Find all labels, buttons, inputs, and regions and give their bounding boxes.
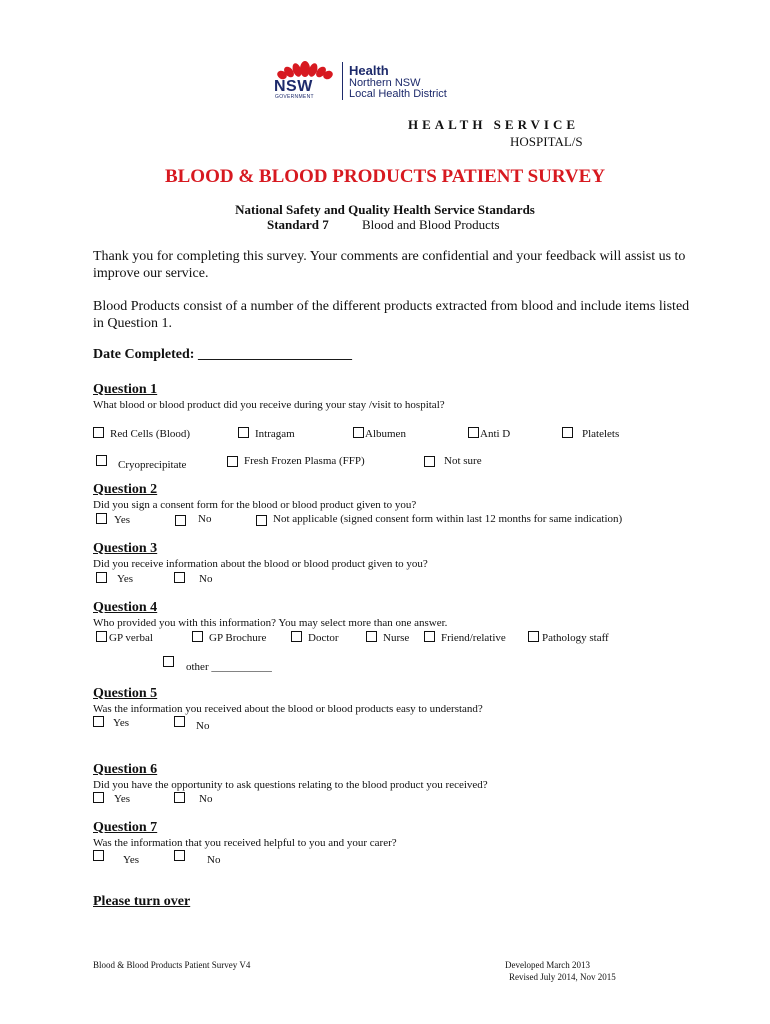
q1-option-ffp[interactable] xyxy=(227,455,365,467)
logo-divider xyxy=(342,62,343,100)
checkbox-icon[interactable] xyxy=(96,572,107,583)
standard-label: Standard 7 xyxy=(267,217,329,232)
option-label: Not applicable (signed consent form within last 12 months for same indication) xyxy=(273,513,623,525)
checkbox-icon[interactable] xyxy=(562,427,573,438)
footer-developed-date: Developed March 2013 xyxy=(505,960,590,970)
q1-option-intragam[interactable] xyxy=(238,427,295,440)
option-label: Platelets xyxy=(582,428,620,440)
question-1-title: Question 1 xyxy=(93,382,158,397)
q5-option-yes[interactable] xyxy=(93,716,129,729)
q6-option-yes[interactable] xyxy=(93,792,130,805)
checkbox-icon[interactable] xyxy=(468,427,479,438)
checkbox-icon[interactable] xyxy=(192,631,203,642)
option-label: No xyxy=(207,854,221,866)
checkbox-icon[interactable] xyxy=(93,792,104,803)
standard-name: Blood and Blood Products xyxy=(362,217,500,232)
checkbox-icon[interactable] xyxy=(174,572,185,583)
option-label: Anti D xyxy=(480,428,511,440)
option-label: Yes xyxy=(117,573,134,585)
question-5-text: Was the information you received about the blood or blood products easy to understand? xyxy=(93,703,483,715)
q4-option-pathology-staff[interactable] xyxy=(528,631,609,644)
hospital-heading: HOSPITAL/S xyxy=(510,134,583,149)
question-6-title: Question 6 xyxy=(93,762,158,777)
checkbox-icon[interactable] xyxy=(174,850,185,861)
option-label: No xyxy=(199,793,213,805)
intro-paragraph-2: Blood Products consist of a number of the different products extracted from blood and include items listed in Question 1. xyxy=(93,299,690,331)
option-label: Yes xyxy=(114,793,131,805)
q4-option-other[interactable] xyxy=(163,656,272,673)
option-label: Pathology staff xyxy=(542,632,609,644)
checkbox-icon[interactable] xyxy=(227,456,238,467)
logo-line-region: Northern NSW xyxy=(349,77,421,89)
option-label: No xyxy=(198,513,212,525)
checkbox-icon[interactable] xyxy=(96,513,107,524)
checkbox-icon[interactable] xyxy=(424,631,435,642)
q2-option-not-applicable[interactable] xyxy=(256,513,622,526)
q7-option-yes[interactable] xyxy=(93,850,139,866)
checkbox-icon[interactable] xyxy=(93,427,104,438)
question-2-title: Question 2 xyxy=(93,482,158,497)
checkbox-icon[interactable] xyxy=(353,427,364,438)
waratah-flower-icon xyxy=(272,60,338,80)
checkbox-icon[interactable] xyxy=(96,631,107,642)
footer-revised-date: Revised July 2014, Nov 2015 xyxy=(509,972,616,982)
q1-option-platelets[interactable] xyxy=(562,427,619,440)
q2-option-no[interactable] xyxy=(175,513,211,526)
question-2-text: Did you sign a consent form for the blood or blood product given to you? xyxy=(93,499,417,511)
logo-line-health: Health xyxy=(349,63,389,78)
question-7-text: Was the information that you received helpful to you and your carer? xyxy=(93,837,397,849)
option-label: Cryoprecipitate xyxy=(118,459,187,471)
option-label: Doctor xyxy=(308,632,339,644)
government-wordmark: GOVERNMENT xyxy=(275,94,314,100)
option-label: Not sure xyxy=(444,455,482,467)
q4-option-nurse[interactable] xyxy=(366,631,409,644)
question-4-title: Question 4 xyxy=(93,600,158,615)
footer-document-version: Blood & Blood Products Patient Survey V4 xyxy=(93,960,251,970)
q2-option-yes[interactable] xyxy=(96,513,130,526)
q4-option-friend-relative[interactable] xyxy=(424,631,506,644)
q1-option-red-cells[interactable] xyxy=(93,427,190,440)
q4-option-doctor[interactable] xyxy=(291,631,339,644)
option-label: Red Cells (Blood) xyxy=(110,428,191,440)
question-1-text: What blood or blood product did you receive during your stay /visit to hospital? xyxy=(93,399,445,411)
q1-option-cryoprecipitate[interactable] xyxy=(96,455,186,471)
option-label: Intragam xyxy=(255,428,295,440)
checkbox-icon[interactable] xyxy=(366,631,377,642)
q6-option-no[interactable] xyxy=(174,792,212,805)
nsw-government-logo xyxy=(272,60,338,102)
q4-option-gp-brochure[interactable] xyxy=(192,631,266,644)
option-label: Nurse xyxy=(383,632,410,644)
standards-heading: National Safety and Quality Health Service Standards xyxy=(235,202,535,217)
checkbox-icon[interactable] xyxy=(238,427,249,438)
option-label: No xyxy=(196,720,210,732)
checkbox-icon[interactable] xyxy=(174,716,185,727)
q3-option-yes[interactable] xyxy=(96,572,133,585)
q5-option-no[interactable] xyxy=(174,716,209,732)
question-3-text: Did you receive information about the blood or blood product given to you? xyxy=(93,558,428,570)
checkbox-icon[interactable] xyxy=(163,656,174,667)
checkbox-icon[interactable] xyxy=(93,850,104,861)
option-label: Fresh Frozen Plasma (FFP) xyxy=(244,455,365,467)
question-5-title: Question 5 xyxy=(93,686,158,701)
option-label: GP verbal xyxy=(109,632,153,644)
q7-option-no[interactable] xyxy=(174,850,220,866)
question-7-title: Question 7 xyxy=(93,820,158,835)
checkbox-icon[interactable] xyxy=(424,456,435,467)
option-label: No xyxy=(199,573,213,585)
q3-option-no[interactable] xyxy=(174,572,212,585)
date-completed-field[interactable]: Date Completed: ______________________ xyxy=(93,347,352,362)
nsw-health-logo xyxy=(272,60,512,102)
question-3-title: Question 3 xyxy=(93,541,158,556)
health-service-heading: HEALTH SERVICE xyxy=(408,117,580,132)
checkbox-icon[interactable] xyxy=(174,792,185,803)
nsw-wordmark: NSW xyxy=(274,78,313,95)
checkbox-icon[interactable] xyxy=(96,455,107,466)
option-label: other ___________ xyxy=(186,661,272,673)
q4-option-gp-verbal[interactable] xyxy=(96,631,153,644)
q1-option-anti-d[interactable] xyxy=(468,427,510,440)
option-label: Yes xyxy=(114,514,131,526)
question-4-text: Who provided you with this information? You may select more than one answer. xyxy=(93,617,448,629)
q1-option-albumen[interactable] xyxy=(353,427,406,440)
checkbox-icon[interactable] xyxy=(256,515,267,526)
please-turn-over: Please turn over xyxy=(93,894,191,909)
logo-line-district: Local Health District xyxy=(349,88,447,100)
option-label: Friend/relative xyxy=(441,632,506,644)
checkbox-icon[interactable] xyxy=(175,515,186,526)
option-label: Yes xyxy=(113,717,130,729)
option-label: Albumen xyxy=(365,428,406,440)
checkbox-icon[interactable] xyxy=(93,716,104,727)
intro-paragraph-1: Thank you for completing this survey. Your comments are confidential and your feedback will assist us to improve our service. xyxy=(93,249,686,281)
checkbox-icon[interactable] xyxy=(528,631,539,642)
option-label: GP Brochure xyxy=(209,632,267,644)
q1-option-not-sure[interactable] xyxy=(424,455,482,467)
checkbox-icon[interactable] xyxy=(291,631,302,642)
page-title: BLOOD & BLOOD PRODUCTS PATIENT SURVEY xyxy=(164,166,606,187)
option-label: Yes xyxy=(123,854,140,866)
question-6-text: Did you have the opportunity to ask questions relating to the blood product you received? xyxy=(93,779,488,791)
